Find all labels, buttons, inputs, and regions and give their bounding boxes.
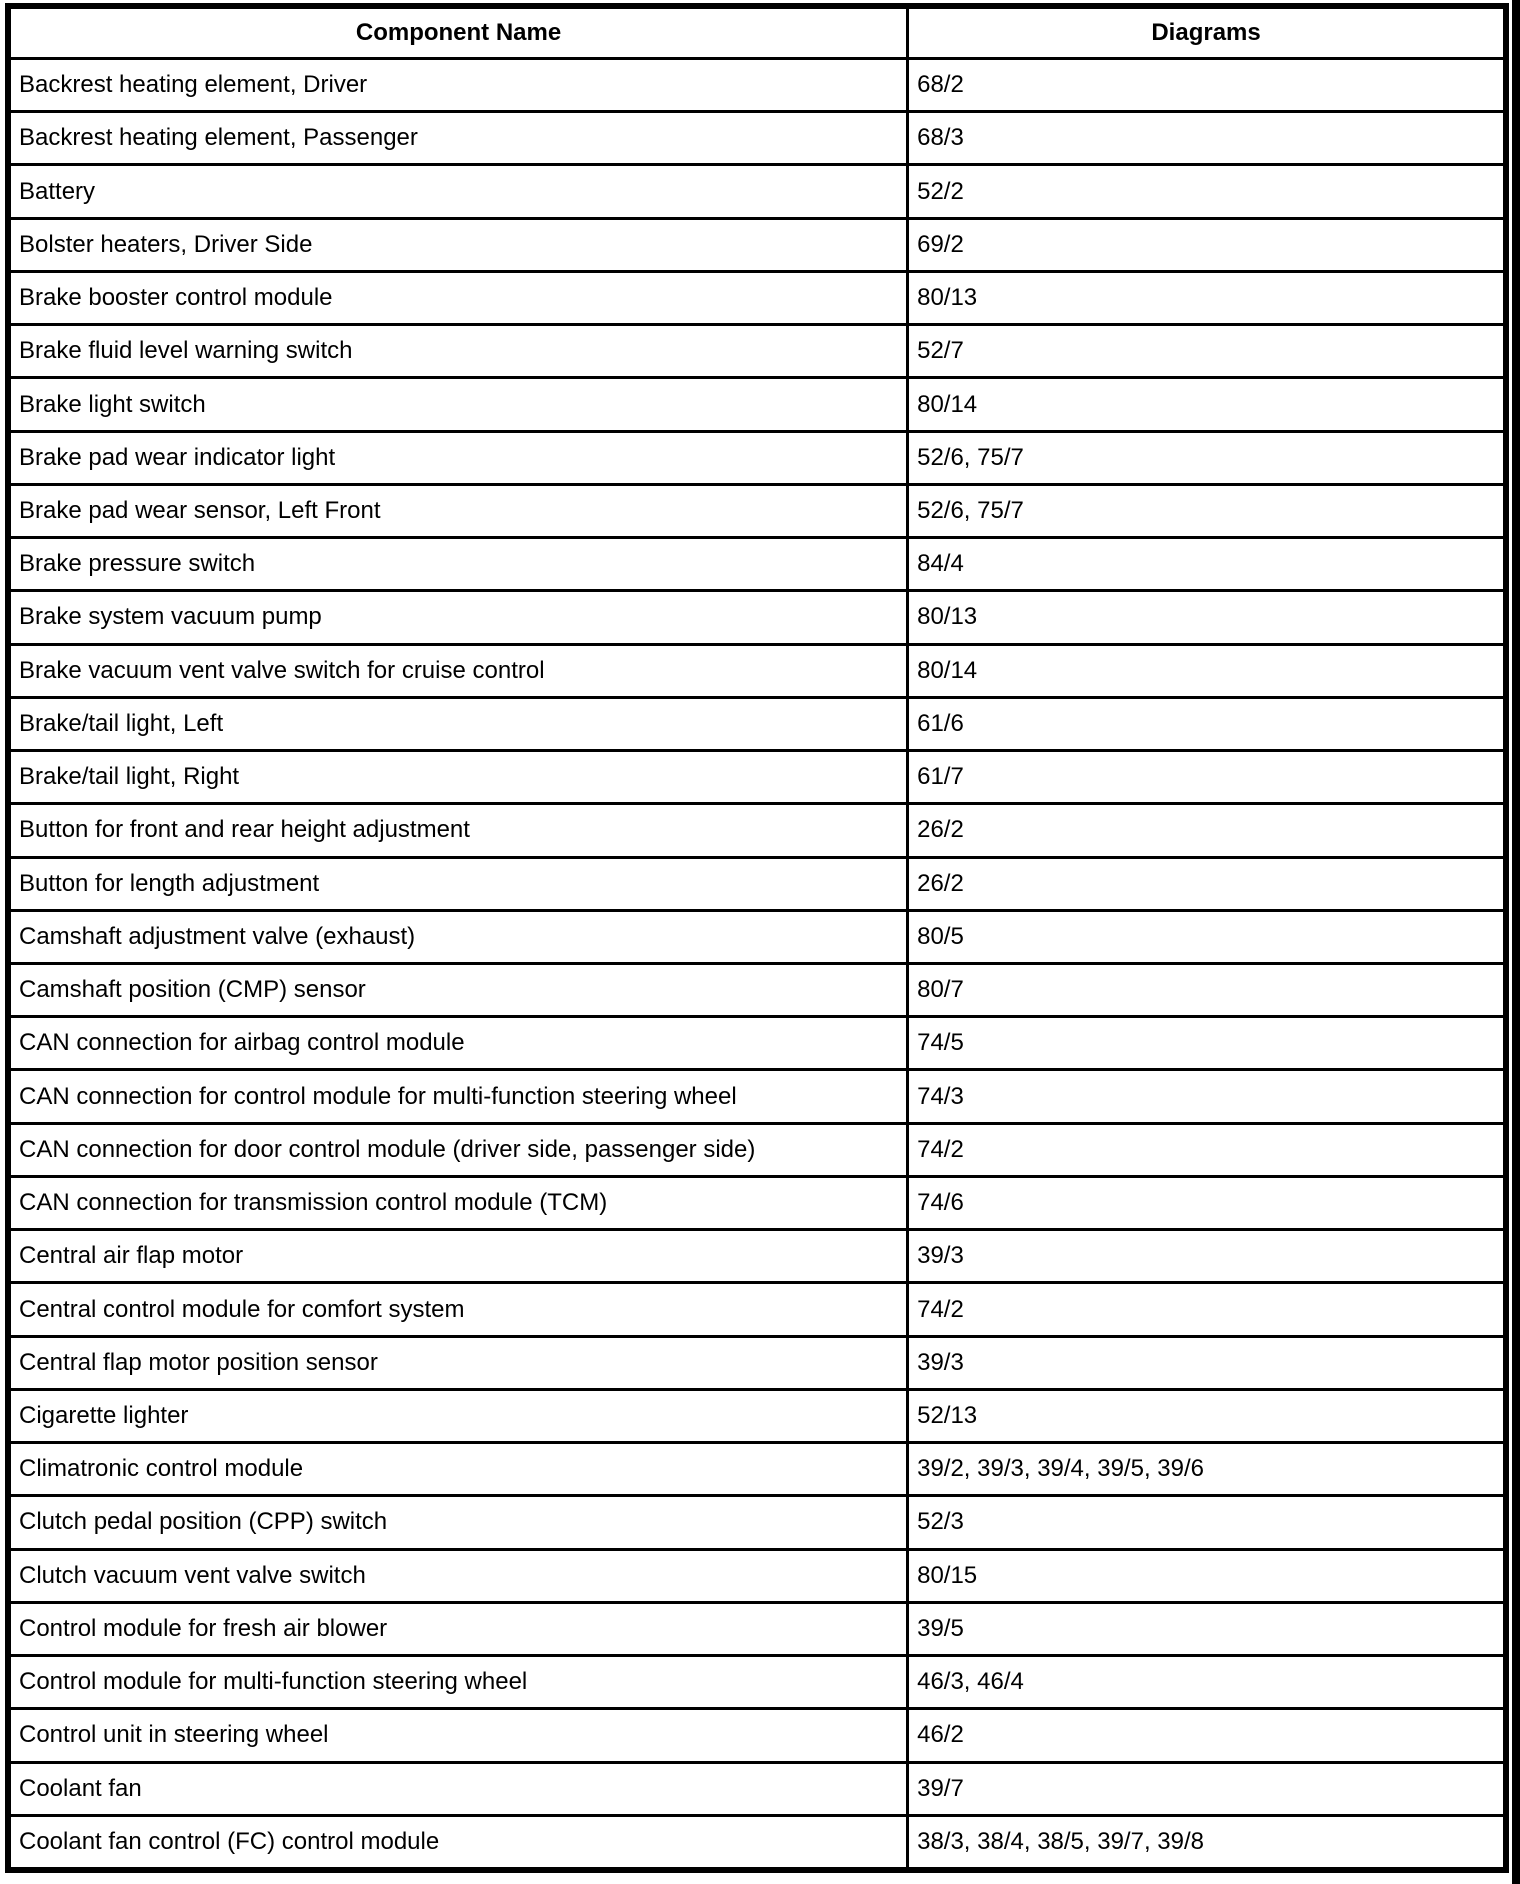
component-name-cell: Coolant fan control (FC) control module: [8, 1815, 908, 1870]
table-row: [8, 1496, 1506, 1549]
diagrams-cell: 80/14: [908, 644, 1506, 697]
table-row: [8, 644, 1506, 697]
table-row: [8, 1762, 1506, 1815]
component-name-cell: Clutch vacuum vent valve switch: [8, 1549, 908, 1602]
diagrams-cell: 80/13: [908, 271, 1506, 324]
table-row: [8, 431, 1506, 484]
component-name-cell: CAN connection for airbag control module: [8, 1017, 908, 1070]
component-name-cell: Central control module for comfort system: [8, 1283, 908, 1336]
diagrams-cell: 39/5: [908, 1602, 1506, 1655]
table-row: [8, 697, 1506, 750]
diagrams-cell: 39/3: [908, 1336, 1506, 1389]
component-name-cell: Brake vacuum vent valve switch for cruise control: [8, 644, 908, 697]
component-name-cell: Brake system vacuum pump: [8, 591, 908, 644]
table-row: [8, 857, 1506, 910]
diagrams-cell: 80/7: [908, 963, 1506, 1016]
table-row: [8, 1017, 1506, 1070]
table-row: [8, 1176, 1506, 1229]
component-name-cell: Battery: [8, 165, 908, 218]
table-row: [8, 804, 1506, 857]
table-row: [8, 1656, 1506, 1709]
table-row: [8, 1443, 1506, 1496]
table-row: [8, 1336, 1506, 1389]
column-header-component-name: Component Name: [8, 6, 908, 59]
component-name-cell: Brake fluid level warning switch: [8, 325, 908, 378]
table-row: [8, 378, 1506, 431]
diagrams-cell: 80/13: [908, 591, 1506, 644]
component-name-cell: Camshaft adjustment valve (exhaust): [8, 910, 908, 963]
component-name-cell: CAN connection for door control module (driver side, passenger side): [8, 1123, 908, 1176]
component-name-cell: Cigarette lighter: [8, 1389, 908, 1442]
table-row: [8, 538, 1506, 591]
component-name-cell: Camshaft position (CMP) sensor: [8, 963, 908, 1016]
component-name-cell: Brake light switch: [8, 378, 908, 431]
component-name-cell: Climatronic control module: [8, 1443, 908, 1496]
table-row: [8, 325, 1506, 378]
component-name-cell: CAN connection for control module for multi-function steering wheel: [8, 1070, 908, 1123]
diagrams-cell: 80/15: [908, 1549, 1506, 1602]
diagrams-cell: 52/7: [908, 325, 1506, 378]
diagrams-cell: 61/7: [908, 751, 1506, 804]
diagrams-cell: 84/4: [908, 538, 1506, 591]
diagrams-cell: 68/3: [908, 112, 1506, 165]
diagrams-cell: 74/3: [908, 1070, 1506, 1123]
column-header-diagrams: Diagrams: [908, 6, 1506, 59]
diagrams-cell: 46/2: [908, 1709, 1506, 1762]
component-name-cell: Clutch pedal position (CPP) switch: [8, 1496, 908, 1549]
diagrams-cell: 39/3: [908, 1230, 1506, 1283]
table-row: [8, 963, 1506, 1016]
diagrams-cell: 68/2: [908, 59, 1506, 112]
table-row: [8, 1709, 1506, 1762]
diagrams-cell: 52/2: [908, 165, 1506, 218]
table-row: [8, 112, 1506, 165]
table-row: [8, 1230, 1506, 1283]
table-row: [8, 1070, 1506, 1123]
diagrams-cell: 69/2: [908, 218, 1506, 271]
component-name-cell: Control unit in steering wheel: [8, 1709, 908, 1762]
component-name-cell: Control module for fresh air blower: [8, 1602, 908, 1655]
diagrams-cell: 74/5: [908, 1017, 1506, 1070]
component-name-cell: Bolster heaters, Driver Side: [8, 218, 908, 271]
component-name-cell: Backrest heating element, Passenger: [8, 112, 908, 165]
component-name-cell: Button for length adjustment: [8, 857, 908, 910]
table-row: [8, 271, 1506, 324]
table-row: [8, 1602, 1506, 1655]
diagrams-cell: 52/3: [908, 1496, 1506, 1549]
diagrams-cell: 52/13: [908, 1389, 1506, 1442]
table-row: [8, 59, 1506, 112]
diagrams-cell: 26/2: [908, 804, 1506, 857]
component-name-cell: CAN connection for transmission control module (TCM): [8, 1176, 908, 1229]
diagrams-cell: 61/6: [908, 697, 1506, 750]
table-row: [8, 218, 1506, 271]
diagrams-cell: 38/3, 38/4, 38/5, 39/7, 39/8: [908, 1815, 1506, 1870]
diagrams-cell: 46/3, 46/4: [908, 1656, 1506, 1709]
component-name-cell: Brake/tail light, Right: [8, 751, 908, 804]
diagrams-cell: 39/7: [908, 1762, 1506, 1815]
table-row: [8, 484, 1506, 537]
table-row: [8, 751, 1506, 804]
diagrams-cell: 74/2: [908, 1283, 1506, 1336]
table-row: [8, 910, 1506, 963]
component-name-cell: Coolant fan: [8, 1762, 908, 1815]
component-name-cell: Brake pad wear indicator light: [8, 431, 908, 484]
table-row: [8, 165, 1506, 218]
diagrams-cell: 74/2: [908, 1123, 1506, 1176]
component-name-cell: Button for front and rear height adjustment: [8, 804, 908, 857]
diagrams-cell: 39/2, 39/3, 39/4, 39/5, 39/6: [908, 1443, 1506, 1496]
component-name-cell: Brake pad wear sensor, Left Front: [8, 484, 908, 537]
header-row: [8, 6, 1506, 59]
diagrams-cell: 52/6, 75/7: [908, 484, 1506, 537]
diagrams-cell: 80/5: [908, 910, 1506, 963]
diagrams-cell: 52/6, 75/7: [908, 431, 1506, 484]
table-row: [8, 1389, 1506, 1442]
component-name-cell: Control module for multi-function steering wheel: [8, 1656, 908, 1709]
component-name-cell: Central flap motor position sensor: [8, 1336, 908, 1389]
component-name-cell: Brake pressure switch: [8, 538, 908, 591]
component-name-cell: Central air flap motor: [8, 1230, 908, 1283]
table-row: [8, 1815, 1506, 1870]
component-diagram-table: [5, 3, 1509, 1873]
component-name-cell: Backrest heating element, Driver: [8, 59, 908, 112]
table-row: [8, 1283, 1506, 1336]
table-row: [8, 1549, 1506, 1602]
table-row: [8, 591, 1506, 644]
table-row: [8, 1123, 1506, 1176]
diagrams-cell: 26/2: [908, 857, 1506, 910]
page-edge-line: [1512, 0, 1520, 1884]
component-name-cell: Brake/tail light, Left: [8, 697, 908, 750]
diagrams-cell: 80/14: [908, 378, 1506, 431]
diagrams-cell: 74/6: [908, 1176, 1506, 1229]
component-name-cell: Brake booster control module: [8, 271, 908, 324]
